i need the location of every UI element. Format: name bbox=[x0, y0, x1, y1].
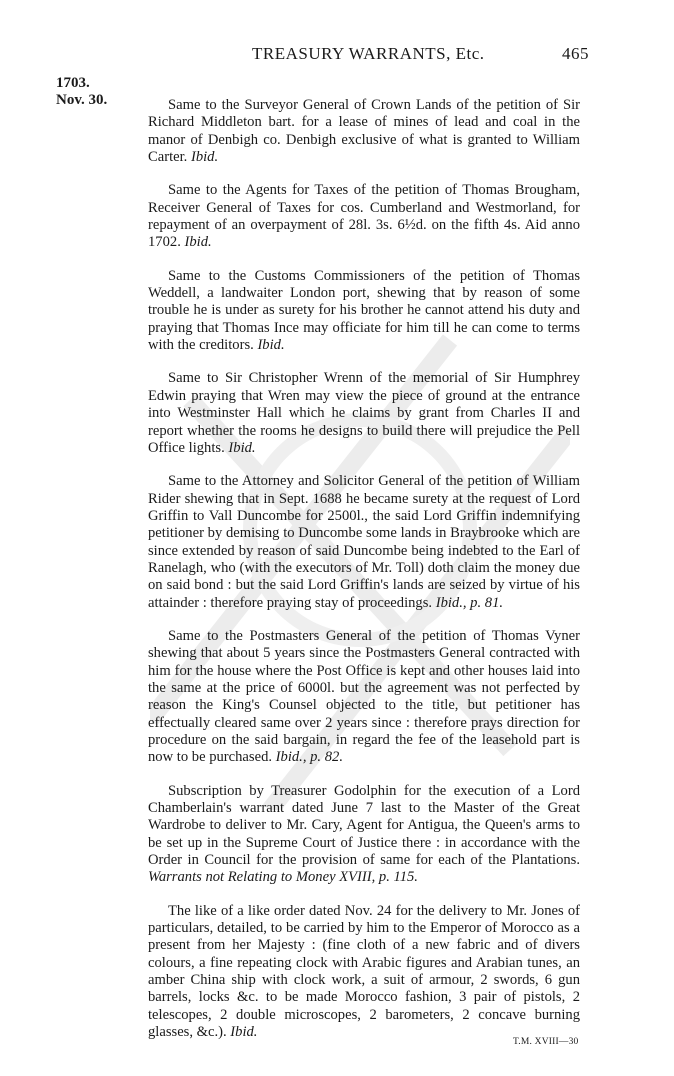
entry-text: Same to the Customs Commissioners of the petition of Thomas Weddell, a landwaiter London port, shewing that by reason of some trouble he is under as surety for his brother he cannot attend his duty and praying that Thomas Ince may officiate for him till he can come to terms with the creditors. bbox=[148, 267, 580, 354]
entry-text: Same to the Agents for Taxes of the petition of Thomas Brougham, Receiver General of Taxes for cos. Cumberland and Westmorland, for repayment of an overpayment of 28l. 3s. 6½d. on the fifth 4s. Aid anno 1702. bbox=[148, 182, 580, 251]
entry-text: Same to Sir Christopher Wrenn of the memorial of Sir Humphrey Edwin praying that Wren may view the piece of ground at the entrance into Westminster Hall which he claims by grant from Charles II and report whether the rooms he designs to build there will prejudice the Pell Office lights. bbox=[148, 370, 580, 456]
warrant-entry bbox=[148, 370, 580, 457]
entry-reference: Warrants not Relating to Money XVIII, p. 115. bbox=[148, 869, 418, 886]
running-title: TREASURY WARRANTS, Etc. bbox=[252, 44, 485, 63]
entry-reference: Ibid. bbox=[228, 439, 256, 456]
warrant-entry bbox=[148, 97, 580, 166]
warrant-entry bbox=[148, 903, 580, 1042]
page-number: 465 bbox=[562, 44, 589, 63]
body-text bbox=[148, 97, 580, 1058]
warrant-entry bbox=[148, 268, 580, 355]
entry-reference: Ibid. bbox=[190, 149, 219, 166]
warrant-entry bbox=[148, 783, 580, 887]
margin-year: 1703. bbox=[56, 75, 90, 91]
signature-mark: T.M. XVIII—30 bbox=[513, 1037, 579, 1047]
entry-reference: Ibid. bbox=[230, 1024, 258, 1041]
warrant-entry bbox=[148, 182, 580, 251]
entry-reference: Ibid. bbox=[184, 234, 212, 251]
margin-date: Nov. 30. bbox=[56, 92, 108, 108]
entry-text: The like of a like order dated Nov. 24 for the delivery to Mr. Jones of particulars, detailed, to be carried by him to the Emperor of Morocco as a present from her Majesty : (fine cloth of a new fabric and of divers colours, a fine repeating clock with Arabic figures and Arabian tunes, an amber China ship with clock work, a suit of armour, 2 swords, 6 gun barrels, locks &c. to be made Morocco fashion, 3 pair of pistols, 2 telescopes, 2 double microscopes, 2 barometers, 2 concave burning glasses, &c.). bbox=[148, 902, 580, 1041]
warrant-entry bbox=[148, 628, 580, 767]
entry-text: Same to the Attorney and Solicitor General of the petition of William Rider shewing that in Sept. 1688 he became surety at the request of Lord Griffin to Vall Duncombe for 2500l., the said Lord Griffin indemnifying petitioner by demising to Duncombe some lands in Braybrooke which are since extended by reason of said Duncombe being indebted to the Earl of Ranelagh, who (with the executors of Mr. Toll) doth claim the money due on said bond : but the said Lord Griffin's lands are seized by virtue of his attainder : therefore praying stay of proceedings. bbox=[148, 473, 580, 611]
entry-reference: Ibid. bbox=[257, 337, 285, 354]
warrant-entry bbox=[148, 473, 580, 612]
entry-text: Same to the Surveyor General of Crown Lands of the petition of Sir Richard Middleton bart. for a lease of mines of lead and coal in the manor of Denbigh co. Denbigh exclusive of what is granted to William Carter. bbox=[148, 97, 580, 166]
entry-text: Same to the Postmasters General of the petition of Thomas Vyner shewing that about 5 years since the Postmasters General contracted with him for the house where the Post Office is kept and other houses laid into the same at the price of 6000l. but the agreement was not perfected by reason the King's Counsel objected to the title, but petitioner has effectually cleared same over 2 years since : therefore prays direction for procedure on the said bargain, in regard the fee of the leasehold part is now to be purchased. bbox=[148, 627, 580, 766]
entry-reference: Ibid., p. 81. bbox=[435, 594, 504, 611]
entry-text: Subscription by Treasurer Godolphin for the execution of a Lord Chamberlain's warrant dated June 7 last to the Master of the Great Wardrobe to deliver to Mr. Cary, Agent for Antigua, the Queen's arms to be set up in the Supreme Court of Justice there : in accordance with the Order in Council for the provision of same for each of the Plantations. bbox=[148, 782, 580, 869]
entry-reference: Ibid., p. 82. bbox=[275, 749, 343, 766]
